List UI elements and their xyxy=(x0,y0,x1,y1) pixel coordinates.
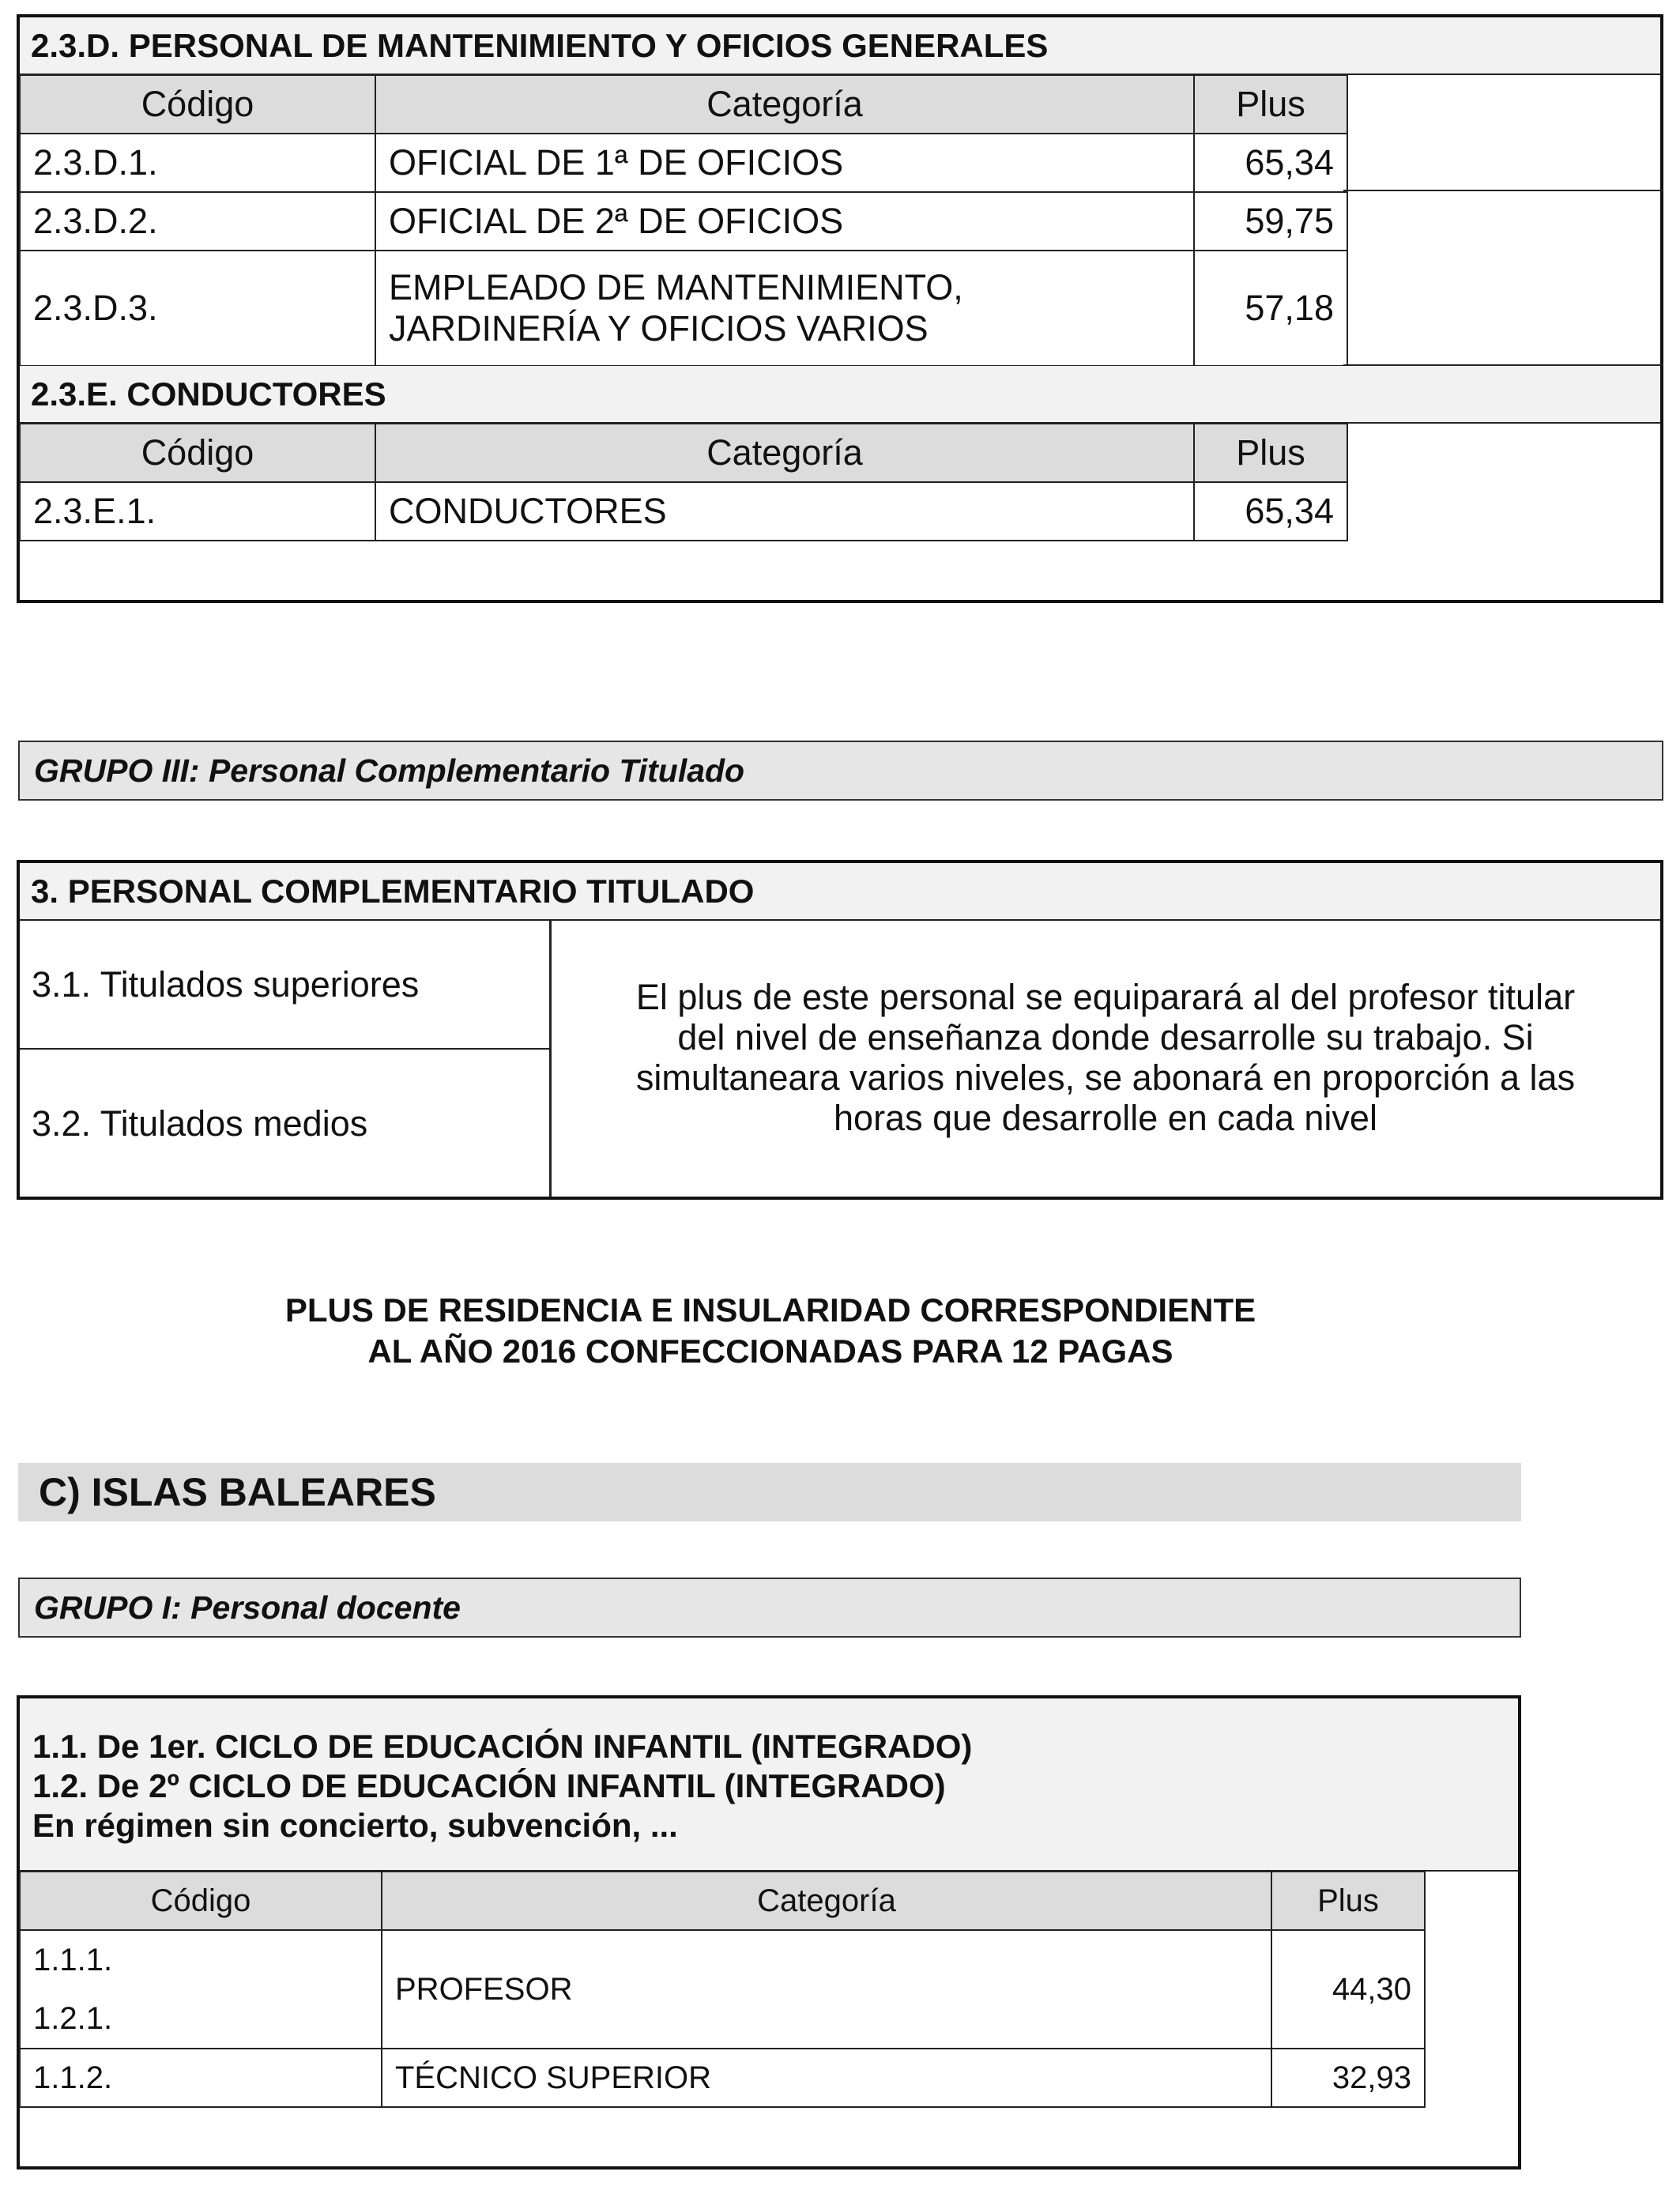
row-code: 2.3.D.3. xyxy=(20,251,375,366)
header-categoria: Categoría xyxy=(382,1872,1271,1930)
table-row xyxy=(20,2049,1425,2107)
plus-title xyxy=(0,1290,1541,1372)
row-code: 2.3.D.1. xyxy=(20,134,375,192)
row-plus: 59,75 xyxy=(1194,192,1347,251)
section-2-3-e-table xyxy=(19,423,1348,541)
note-line: simultaneara varios niveles, se abonará en proporción a las xyxy=(635,1057,1576,1098)
plus-title-line: AL AÑO 2016 CONFECCIONADAS PARA 12 PAGAS xyxy=(367,1333,1173,1370)
row-code: 1.1.1. xyxy=(33,1943,113,1977)
titulados-medios: 3.2. Titulados medios xyxy=(32,1103,368,1144)
grupo-iii-bar: GRUPO III: Personal Complementario Titulado xyxy=(18,741,1663,801)
section-1-title-line: 1.2. De 2º CICLO DE EDUCACIÓN INFANTIL (INTEGRADO) xyxy=(32,1767,946,1804)
table-row xyxy=(20,251,1347,366)
header-plus: Plus xyxy=(1271,1872,1425,1930)
section-2-3-d-table xyxy=(19,74,1348,367)
header-categoria: Categoría xyxy=(375,424,1194,482)
row-category-line: JARDINERÍA Y OFICIOS VARIOS xyxy=(389,308,929,349)
row-codes xyxy=(20,1930,382,2049)
section-3-note xyxy=(553,977,1658,1138)
header-codigo: Código xyxy=(20,75,375,134)
grupo-i-bar: GRUPO I: Personal docente xyxy=(18,1578,1521,1638)
section-2-3-e-title: 2.3.E. CONDUCTORES xyxy=(20,366,1660,423)
row-plus: 44,30 xyxy=(1271,1930,1425,2049)
divider xyxy=(20,919,1660,921)
section-1-table xyxy=(19,1871,1426,2108)
header-codigo: Código xyxy=(20,1872,382,1930)
row-code: 1.1.2. xyxy=(20,2049,382,2107)
section-2-3-d-title: 2.3.D. PERSONAL DE MANTENIMIENTO Y OFICIOS GENERALES xyxy=(20,17,1660,74)
table-header-row xyxy=(20,424,1347,482)
row-code: 2.3.E.1. xyxy=(20,482,375,541)
divider xyxy=(20,1048,550,1050)
table-header-row xyxy=(20,1872,1425,1930)
table-row xyxy=(20,192,1347,251)
titulados-superiores: 3.1. Titulados superiores xyxy=(32,964,420,1005)
note-line: del nivel de enseñanza donde desarrolle su trabajo. Si xyxy=(677,1017,1534,1057)
row-category: OFICIAL DE 1ª DE OFICIOS xyxy=(375,134,1194,192)
note-line: horas que desarrolle en cada nivel xyxy=(834,1098,1377,1138)
header-plus: Plus xyxy=(1194,75,1347,134)
header-plus: Plus xyxy=(1194,424,1347,482)
row-code: 2.3.D.2. xyxy=(20,192,375,251)
row-category: TÉCNICO SUPERIOR xyxy=(382,2049,1271,2107)
table-row xyxy=(20,1930,1425,2049)
plus-title-line: PLUS DE RESIDENCIA E INSULARIDAD CORRESPONDIENTE xyxy=(284,1291,1256,1329)
header-codigo: Código xyxy=(20,424,375,482)
row-category xyxy=(375,251,1194,366)
section-1-title-line: En régimen sin concierto, subvención, ... xyxy=(32,1807,678,1844)
section-1-title-line: 1.1. De 1er. CICLO DE EDUCACIÓN INFANTIL (INTEGRADO) xyxy=(32,1728,973,1765)
row-plus: 65,34 xyxy=(1194,134,1347,192)
region-bar: C) ISLAS BALEARES xyxy=(18,1463,1521,1521)
table-row xyxy=(20,134,1347,192)
row-code: 1.2.1. xyxy=(33,2001,113,2036)
row-plus: 32,93 xyxy=(1271,2049,1425,2107)
divider xyxy=(549,920,552,1197)
row-plus: 57,18 xyxy=(1194,251,1347,366)
section-1-title xyxy=(20,1698,1518,1871)
table-header-row xyxy=(20,75,1347,134)
note-line: El plus de este personal se equiparará al del profesor titular xyxy=(635,977,1576,1017)
row-category-line: EMPLEADO DE MANTENIMIENTO, xyxy=(389,267,963,307)
row-category: OFICIAL DE 2ª DE OFICIOS xyxy=(375,192,1194,251)
divider xyxy=(1343,190,1663,191)
row-category: PROFESOR xyxy=(382,1930,1271,2049)
row-category: CONDUCTORES xyxy=(375,482,1194,541)
section-3-title: 3. PERSONAL COMPLEMENTARIO TITULADO xyxy=(20,863,1660,920)
header-categoria: Categoría xyxy=(375,75,1194,134)
table-row xyxy=(20,482,1347,541)
divider xyxy=(20,74,1660,75)
row-plus: 65,34 xyxy=(1194,482,1347,541)
